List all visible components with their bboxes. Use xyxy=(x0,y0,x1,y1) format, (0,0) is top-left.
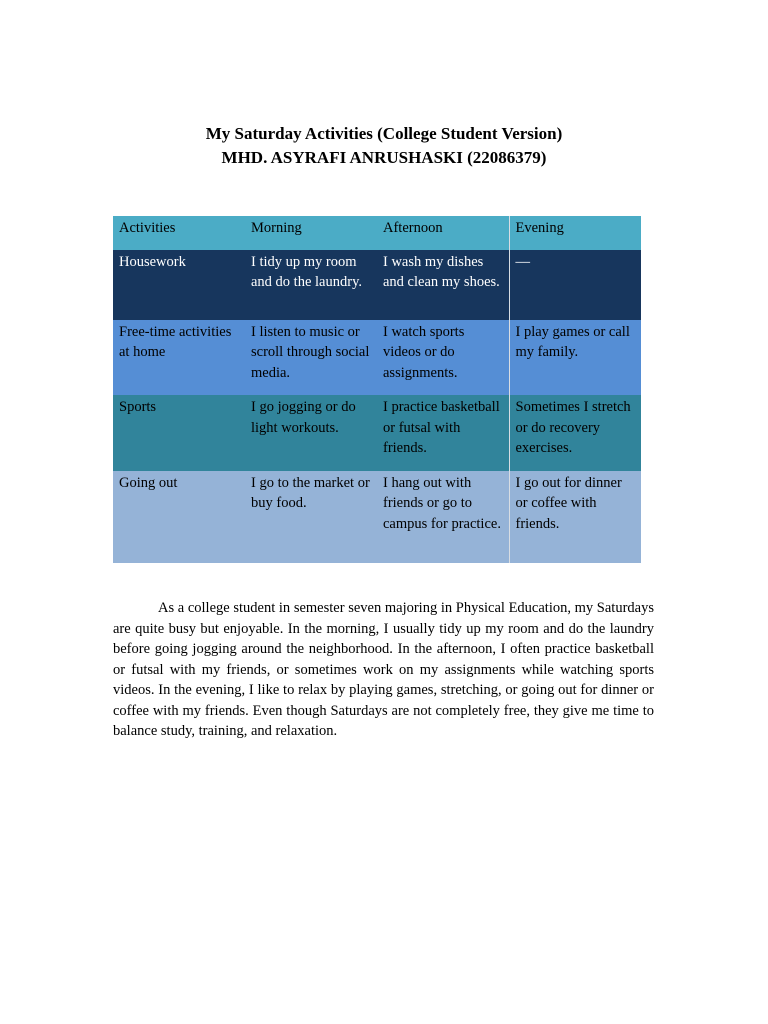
table-row xyxy=(113,395,641,471)
table-cell: I tidy up my room and do the laundry. xyxy=(245,250,377,320)
table-cell: Housework xyxy=(113,250,245,320)
table-cell: Sports xyxy=(113,395,245,471)
header-cell-activities: Activities xyxy=(113,216,245,250)
table-cell: I practice basketball or futsal with friends. xyxy=(377,395,509,471)
table-row xyxy=(113,320,641,396)
document-title-block xyxy=(0,122,768,170)
table-row xyxy=(113,250,641,320)
table-cell: Free-time activities at home xyxy=(113,320,245,396)
header-cell-evening: Evening xyxy=(509,216,641,250)
table-cell: I go jogging or do light workouts. xyxy=(245,395,377,471)
document-title: My Saturday Activities (College Student Version) xyxy=(205,124,563,143)
table-cell: Sometimes I stretch or do recovery exercises. xyxy=(509,395,641,471)
table-header-row xyxy=(113,216,641,250)
author-line: MHD. ASYRAFI ANRUSHASKI (22086379) xyxy=(221,148,547,167)
table-cell: I hang out with friends or go to campus for practice. xyxy=(377,471,509,563)
table-cell: I listen to music or scroll through social media. xyxy=(245,320,377,396)
table-cell: I play games or call my family. xyxy=(509,320,641,396)
table-cell: I go out for dinner or coffee with friends. xyxy=(509,471,641,563)
table-cell: Going out xyxy=(113,471,245,563)
header-cell-morning: Morning xyxy=(245,216,377,250)
table-cell: — xyxy=(509,250,641,320)
table-cell: I watch sports videos or do assignments. xyxy=(377,320,509,396)
table-row xyxy=(113,471,641,563)
activities-table xyxy=(113,216,641,563)
table-cell: I wash my dishes and clean my shoes. xyxy=(377,250,509,320)
header-cell-afternoon: Afternoon xyxy=(377,216,509,250)
body-paragraph: As a college student in semester seven majoring in Physical Education, my Saturdays are quite busy but enjoyable. In the morning, I usually tidy up my room and do the laundry before going jogging around the neighborhood. In the afternoon, I often practice basketball or futsal with my friends, or sometimes work on my assignments while watching sports videos. In the evening, I like to relax by playing games, stretching, or going out for dinner or coffee with my friends. Even though Saturdays are not completely free, they give me time to balance study, training, and relaxation. xyxy=(113,600,654,739)
table-cell: I go to the market or buy food. xyxy=(245,471,377,563)
